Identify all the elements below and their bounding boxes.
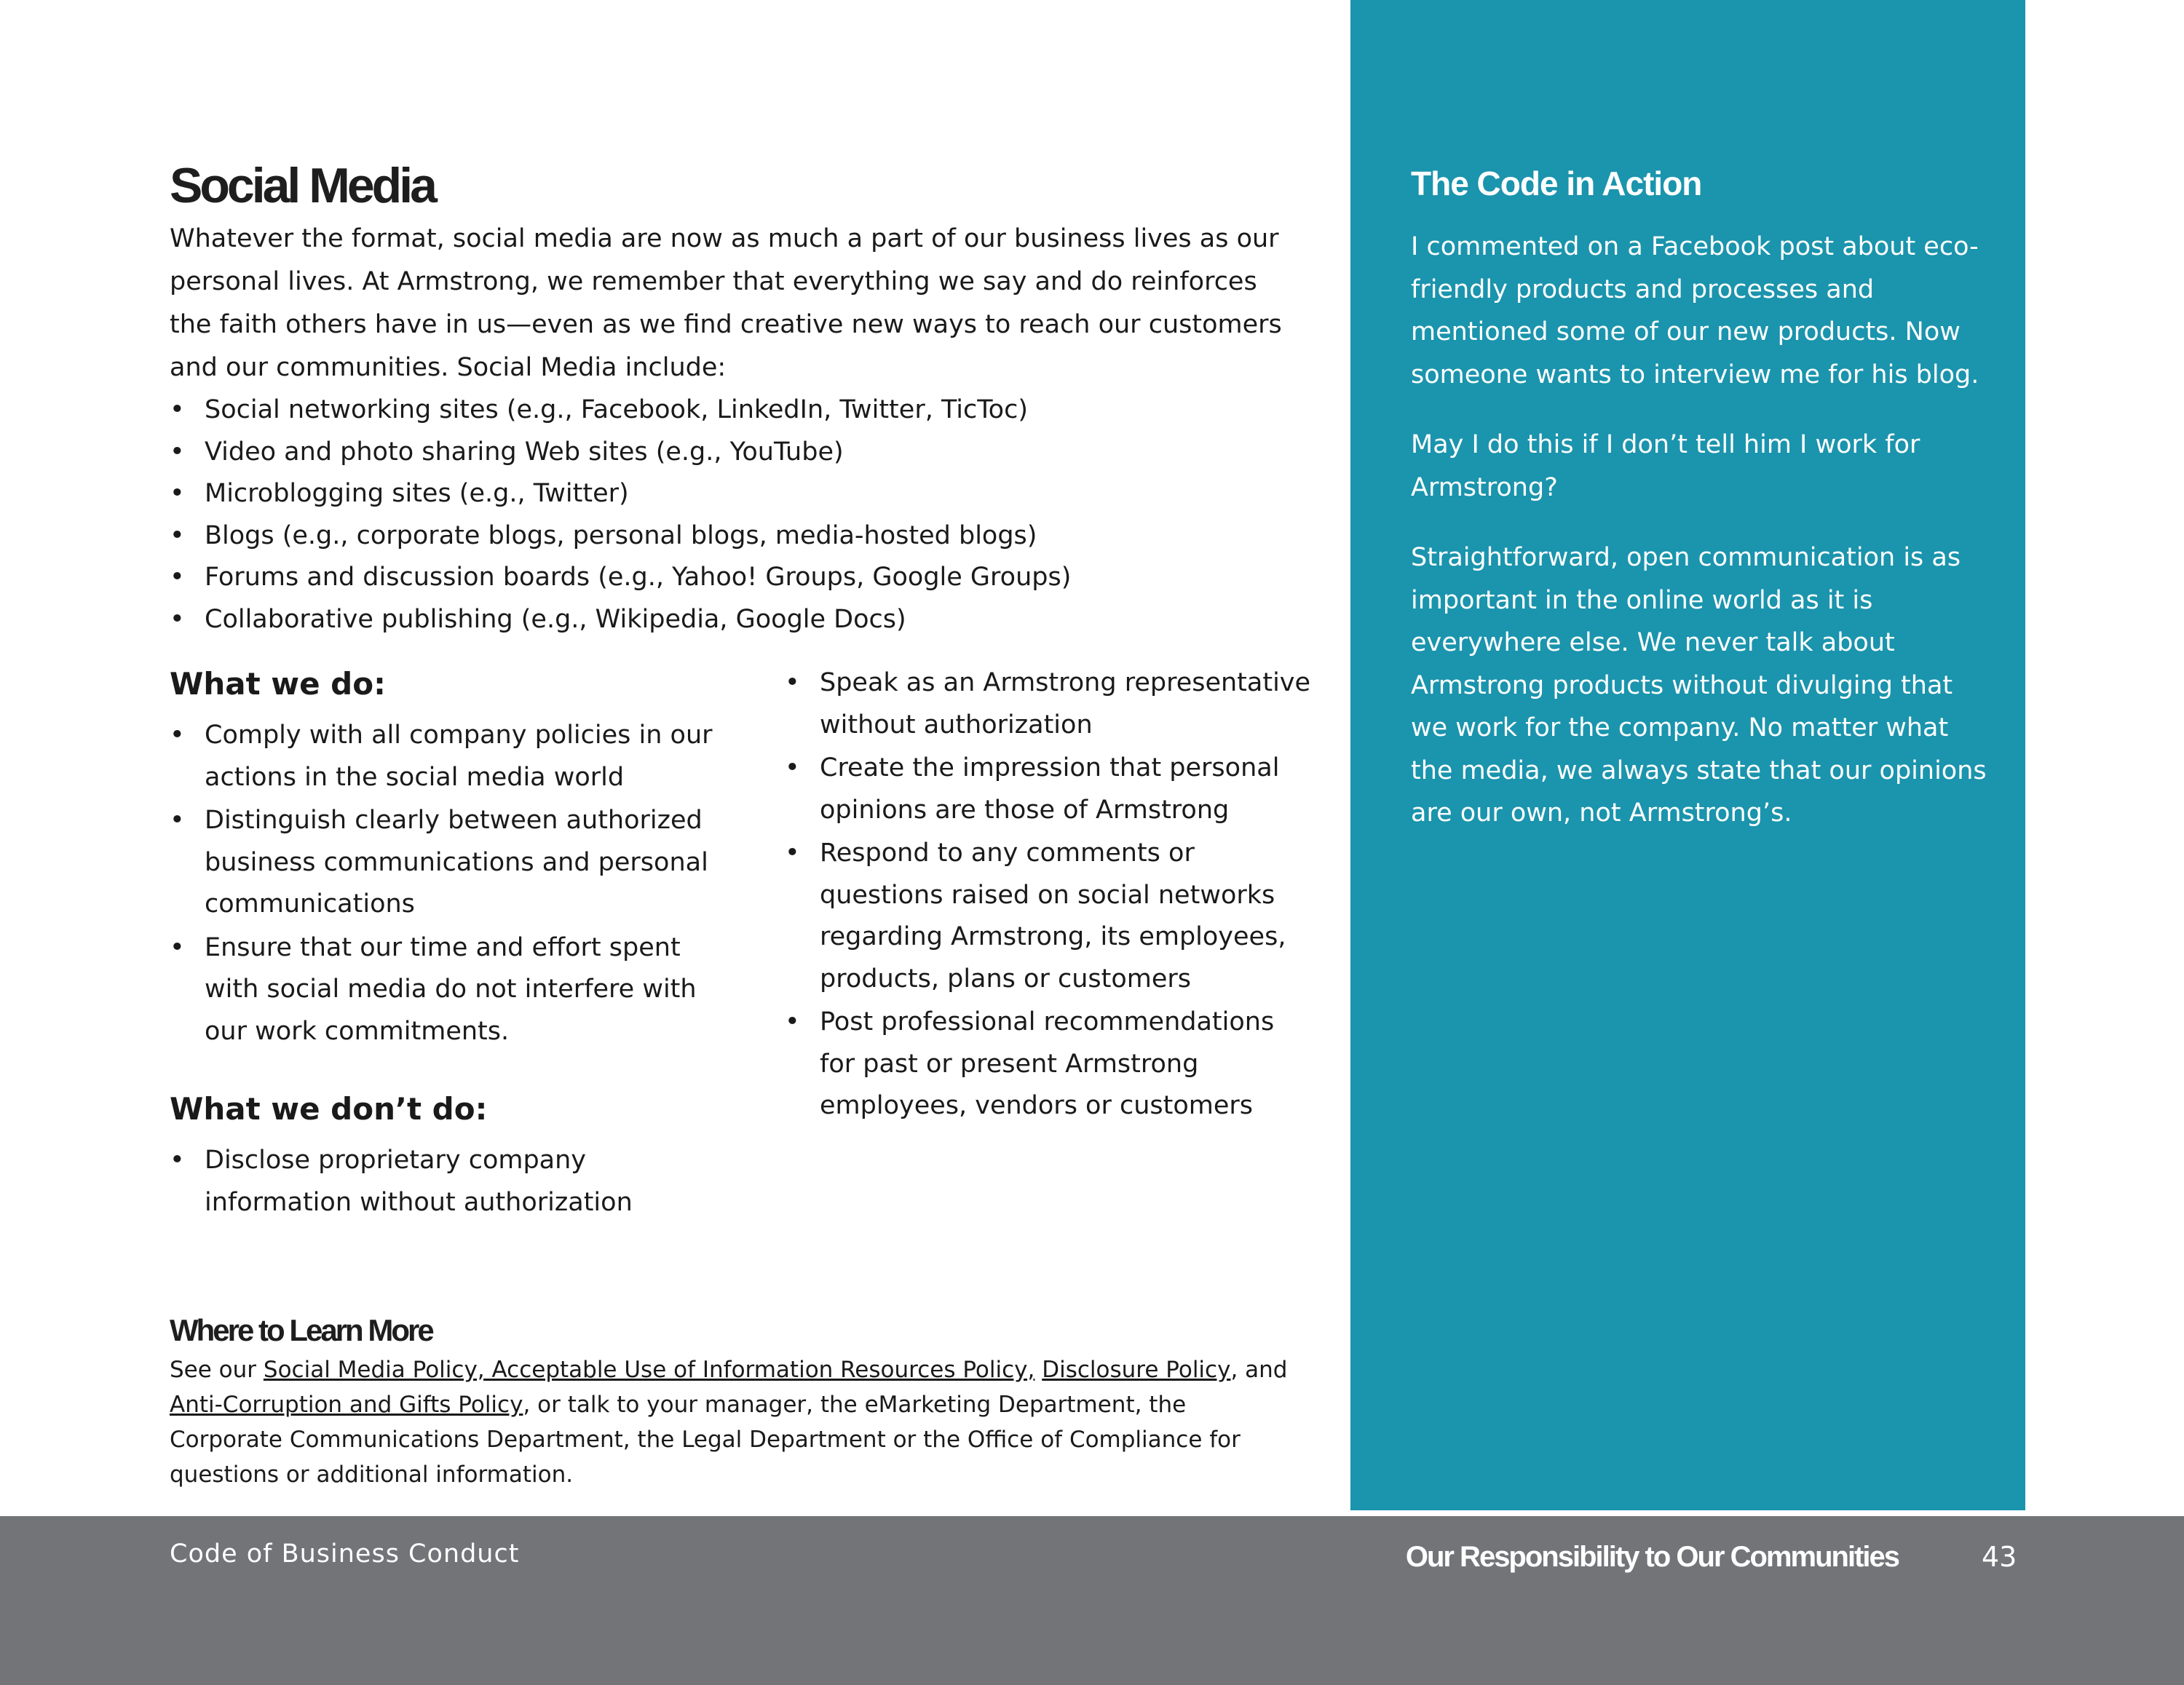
what-we-dont-do-list	[170, 1140, 716, 1224]
main-content	[170, 156, 1305, 641]
sidebar-paragraph: May I do this if I don’t tell him I work for Armstrong?	[1411, 430, 1920, 502]
where-to-learn-more	[170, 1310, 1305, 1492]
footer-section-title: Our Responsibility to Our Communities	[1405, 1541, 1899, 1573]
page-number: 43	[1982, 1541, 2017, 1573]
list-item: • Disclose proprietary company information without authorization	[170, 1140, 716, 1224]
page-title: Social Media	[170, 158, 435, 213]
footer-doc-title: Code of Business Conduct	[170, 1539, 520, 1569]
anti-corruption-policy-link[interactable]: Anti-Corruption and Gifts Policy	[170, 1392, 523, 1418]
left-column	[170, 662, 716, 1225]
disclosure-policy-link[interactable]: Disclosure Policy	[1042, 1357, 1231, 1383]
list-item: • Social networking sites (e.g., Facebook, LinkedIn, Twitter, TicToc)	[170, 389, 1305, 432]
list-item: • Distinguish clearly between authorized business communications and personal communications	[170, 800, 716, 926]
learn-more-text: See our Social Media Policy, Acceptable Use of Information Resources Policy, Disclosure Policy, and Anti-Corruption and Gifts Policy, or talk to your manager, the eMarketing Department, the Corporate Communications Department, the Legal Department or the Office of Compliance for questions or additional information.	[170, 1357, 1288, 1488]
what-we-dont-do-list-continued	[785, 662, 1316, 1127]
sidebar-paragraph: I commented on a Facebook post about eco-friendly products and processes and mentioned some of our new products. Now someone wants to interview me for his blog.	[1411, 232, 1979, 389]
social-media-policy-link[interactable]: Social Media Policy, Acceptable Use of Information Resources Policy,	[263, 1357, 1035, 1383]
what-we-do-list	[170, 715, 716, 1052]
sidebar-paragraph: Straightforward, open communication is as important in the online world as it is everywhere else. We never talk about Armstrong products without divulging that we work for the company. No matter what the media, we always state that our opinions are our own, not Armstrong’s.	[1411, 543, 1987, 828]
list-item: • Create the impression that personal opinions are those of Armstrong	[785, 748, 1316, 831]
social-media-types-list	[170, 389, 1305, 641]
intro-paragraph: Whatever the format, social media are now as much a part of our business lives as our personal lives. At Armstrong, we remember that everything we say and do reinforces the faith others have in us—even as we find creative new ways to reach our customers and our communities. Social Media include:	[170, 224, 1282, 382]
list-item: • Forums and discussion boards (e.g., Yahoo! Groups, Google Groups)	[170, 557, 1305, 599]
list-item: • Post professional recommendations for past or present Armstrong employees, vendors or customers	[785, 1002, 1316, 1127]
list-item: • Ensure that our time and effort spent with social media do not interfere with our work commitments.	[170, 927, 716, 1053]
list-item: • Video and photo sharing Web sites (e.g., YouTube)	[170, 432, 1305, 474]
page-footer	[0, 1516, 2184, 1685]
list-item: • Comply with all company policies in our actions in the social media world	[170, 715, 716, 798]
code-in-action-sidebar	[1350, 0, 2025, 1510]
what-we-dont-do-heading: What we don’t do:	[170, 1091, 488, 1127]
list-item: • Microblogging sites (e.g., Twitter)	[170, 473, 1305, 515]
list-item: • Respond to any comments or questions raised on social networks regarding Armstrong, its employees, products, plans or customers	[785, 833, 1316, 1000]
list-item: • Blogs (e.g., corporate blogs, personal blogs, media-hosted blogs)	[170, 515, 1305, 558]
right-column	[785, 662, 1316, 1129]
list-item: • Collaborative publishing (e.g., Wikipedia, Google Docs)	[170, 599, 1305, 641]
what-we-do-heading: What we do:	[170, 666, 386, 702]
list-item: • Speak as an Armstrong representative without authorization	[785, 662, 1316, 746]
do-dont-section	[170, 662, 1311, 1303]
sidebar-body	[1411, 226, 1993, 863]
learn-more-heading: Where to Learn More	[170, 1313, 432, 1347]
sidebar-heading: The Code in Action	[1411, 164, 1702, 202]
